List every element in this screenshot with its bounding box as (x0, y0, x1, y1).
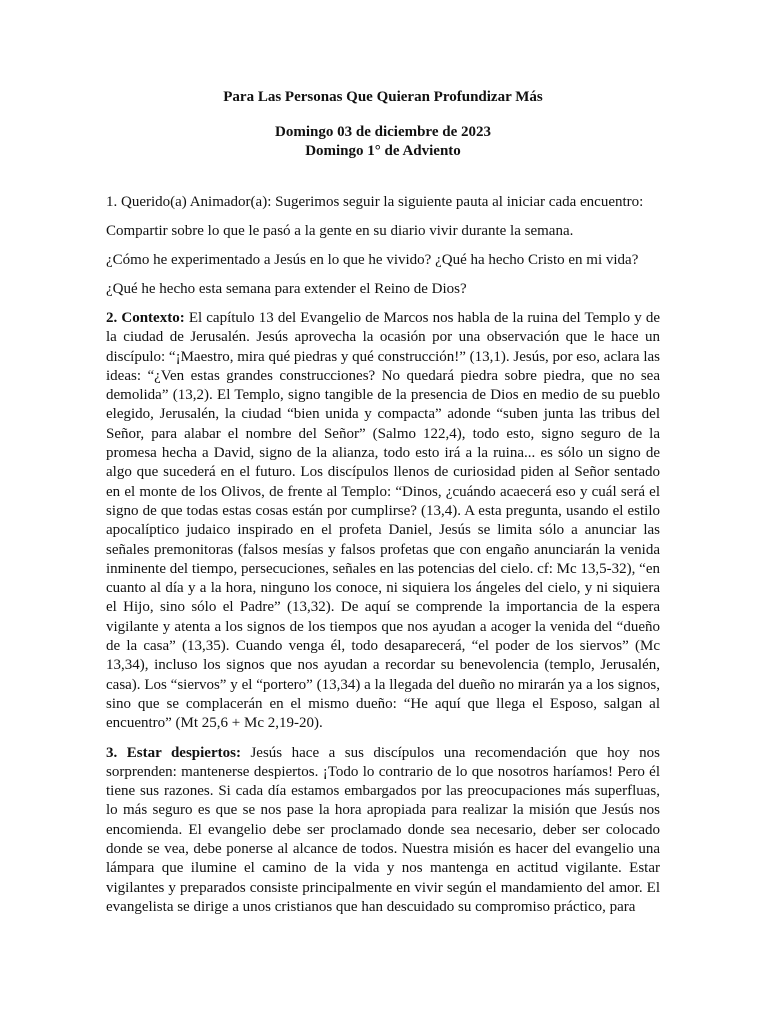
intro-line: ¿Cómo he experimentado a Jesús en lo que he vivido? ¿Qué ha hecho Cristo en mi vida? (106, 252, 639, 268)
section-estar-despiertos (106, 744, 660, 918)
document-date: Domingo 03 de diciembre de 2023 (275, 124, 491, 140)
section-contexto (106, 309, 660, 734)
section-heading: 3. Estar despiertos: (106, 744, 241, 761)
section-body: El capítulo 13 del Evangelio de Marcos nos habla de la ruina del Templo y de la ciudad de Jerusalén. Jesús aprovecha la ocasión por una observación que le hace un discípulo: “¡Maestro, mira qué piedras y qué construcción!” (13,1). Jesús, por eso, aclara las ideas: “¿Ven estas grandes construcciones? No quedará piedra sobre piedra, que no sea demolida” (13,2). El Templo, signo tangible de la presencia de Dios en medio de su pueblo elegido, Jerusalén, la ciudad “bien unida y compacta” adonde “suben junta las tribus del Señor, para alabar el nombre del Señor” (Salmo 122,4), todo esto, signo seguro de la promesa hecha a David, signo de la alianza, todo esto irá a la ruina... es sólo un signo de algo que sucederá en el futuro. Los discípulos llenos de curiosidad piden al Señor sentado en el monte de los Olivos, de frente al Templo: “Dinos, ¿cuándo acaecerá eso y cuál será el signo de que todas estas cosas están por cumplirse? (13,4). A esta pregunta, usando el estilo apocalíptico judaico inspirado en el profeta Daniel, Jesús se limita sólo a anunciar las señales premonitoras (falsos mesías y falsos profetas que con engaño anunciarán la venida inminente del tiempo, persecuciones, señales en las potencias del cielo. cf: Mc 13,5-32), “en cuanto al día y a la hora, ninguno los conoce, ni siquiera los ángeles del cielo, y ni siquiera el Hijo, sino sólo el Padre” (13,32). De aquí se comprende la importancia de la espera vigilante y atenta a los signos de los tiempos que nos ayudan a acoger la venida del “dueño de la casa” (13,35). Cuando venga él, todo desaparecerá, “el poder de los siervos” (Mc 13,34), incluso los signos que nos ayudan a recordar su benevolencia (templo, Jerusalén, casa). Los “siervos” y el “portero” (13,34) a la llegada del dueño no mirarán ya a los signos, sino que se complacerán en el mismo dueño: “He aquí que llega el Esposo, salgan al encuentro” (Mt 25,6 + Mc 2,19-20). (106, 310, 661, 732)
document-title: Para Las Personas Que Quieran Profundizar Más (223, 89, 543, 105)
intro-line: 1. Querido(a) Animador(a): Sugerimos seguir la siguiente pauta al iniciar cada encuentro: (106, 194, 644, 210)
section-body: Jesús hace a sus discípulos una recomendación que hoy nos sorprenden: mantenerse despiertos. ¡Todo lo contrario de lo que nosotros haríamos! Pero él tiene sus razones. Si cada día estamos embargados por las preocupaciones más superfluas, lo más seguro es que se nos pase la hora apropiada para realizar la misión que Jesús nos encomienda. El evangelio debe ser proclamado donde sea necesario, deber ser colocado donde se vea, debe ponerse al alcance de todos. Nuestra misión es hacer del evangelio una lámpara que ilumine el camino de la vida y nos mantenga en actitud vigilante. Estar vigilantes y preparados consiste principalmente en vivir según el mandamiento del amor. El evangelista se dirige a unos cristianos que han descuidado su compromiso práctico, para (106, 744, 660, 915)
intro-block (106, 193, 660, 299)
section-heading: 2. Contexto: (106, 310, 185, 326)
intro-line: Compartir sobre lo que le pasó a la gente en su diario vivir durante la semana. (106, 223, 574, 239)
document-subtitle: Domingo 1° de Adviento (305, 143, 461, 159)
document-page (106, 88, 660, 927)
intro-line: ¿Qué he hecho esta semana para extender el Reino de Dios? (106, 281, 467, 297)
